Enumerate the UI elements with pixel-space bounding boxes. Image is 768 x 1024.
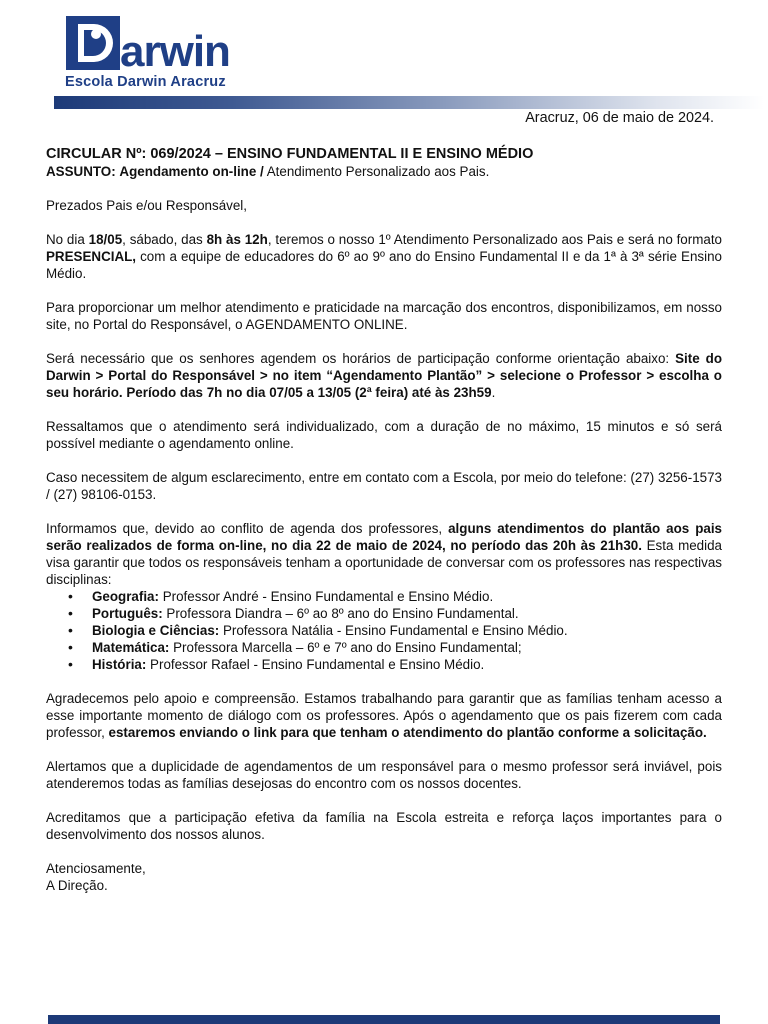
footer-bar xyxy=(48,1015,720,1024)
subject-line xyxy=(46,163,722,180)
discipline-teacher: Professor Rafael - Ensino Fundamental e Ensino Médio. xyxy=(146,657,485,672)
discipline-subject: Português: xyxy=(92,606,163,621)
p1-date: 18/05 xyxy=(88,232,123,247)
circular-body xyxy=(46,146,722,894)
discipline-subject: História: xyxy=(92,657,147,672)
paragraph-online-scheduling: Para proporcionar um melhor atendimento e praticidade na marcação dos encontros, disponibilizamos, em nosso site, no Portal do Responsável, o AGENDAMENTO ONLINE. xyxy=(46,300,722,332)
list-item xyxy=(46,605,722,622)
p7-link-info: estaremos enviando o link para que tenham o atendimento do plantão conforme a solicitação. xyxy=(108,725,707,740)
p1-hours: 8h às 12h xyxy=(206,232,268,247)
list-item xyxy=(46,622,722,639)
discipline-teacher: Professor André - Ensino Fundamental e Ensino Médio. xyxy=(158,589,494,604)
paragraph-thanks xyxy=(46,690,722,741)
p1-text-3: , teremos o nosso 1º Atendimento Personalizado aos Pais e será no formato xyxy=(267,232,722,247)
paragraph-instructions xyxy=(46,350,722,401)
p3-text-1: Será necessário que os senhores agendem os horários de participação conforme orientação abaixo: xyxy=(46,351,676,366)
logo-subtitle: Escola Darwin Aracruz xyxy=(65,74,226,90)
p1-format: PRESENCIAL, xyxy=(46,249,137,264)
subject-bold: Agendamento on-line / xyxy=(119,164,264,179)
p7-text-1: Agradecemos pelo apoio e compreensão. Estamos trabalhando para garantir que as famílias tenham acesso a esse importante momento de diálogo com os professores. Após o agendamento que os pais fizerem com cada professor, xyxy=(46,691,722,740)
darwin-logo-icon xyxy=(64,14,264,74)
paragraph-contact: Caso necessitem de algum esclarecimento, entre em contato com a Escola, por meio do telefone: (27) 3256-1573 / (27) 98106-0153. xyxy=(46,470,722,502)
subject-label: ASSUNTO: xyxy=(46,164,116,179)
p6-text-1: Informamos que, devido ao conflito de agenda dos professores, xyxy=(46,521,449,536)
circular-title: CIRCULAR Nº: 069/2024 – ENSINO FUNDAMENTAL II E ENSINO MÉDIO xyxy=(46,146,534,162)
school-logo xyxy=(64,14,264,90)
date-line: Aracruz, 06 de maio de 2024. xyxy=(525,110,714,126)
paragraph-online-sessions xyxy=(46,520,722,588)
svg-text:arwin: arwin xyxy=(120,27,230,74)
discipline-teacher: Professora Natália - Ensino Fundamental e Ensino Médio. xyxy=(219,623,568,638)
discipline-subject: Matemática: xyxy=(92,640,170,655)
discipline-subject: Biologia e Ciências: xyxy=(92,623,220,638)
p6-online-info: alguns atendimentos do plantão aos pais serão realizados de forma on-line, no dia 22 de maio de 2024, no período das 20h às 21h30. xyxy=(46,521,722,553)
list-item xyxy=(46,656,722,673)
p3-text-2: . xyxy=(491,385,496,400)
list-item xyxy=(46,639,722,656)
paragraph-family-participation: Acreditamos que a participação efetiva da família na Escola estreita e reforça laços importantes para o desenvolvimento dos nossos alunos. xyxy=(46,810,722,842)
p1-text-2: , sábado, das xyxy=(122,232,207,247)
paragraph-date-info xyxy=(46,231,722,282)
subject-text: Atendimento Personalizado aos Pais. xyxy=(266,164,490,179)
closing-regards: Atenciosamente, xyxy=(46,861,146,876)
closing-signature: A Direção. xyxy=(46,878,108,893)
discipline-teacher: Professora Diandra – 6º ao 8º ano do Ensino Fundamental. xyxy=(162,606,519,621)
p1-text-1: No dia xyxy=(46,232,89,247)
discipline-teacher: Professora Marcella – 6º e 7º ano do Ensino Fundamental; xyxy=(169,640,522,655)
list-item xyxy=(46,588,722,605)
header-gradient-bar xyxy=(54,96,764,109)
p6-text-2: Esta medida visa garantir que todos os responsáveis tenham a oportunidade de conversar com os professores nas respectivas disciplinas: xyxy=(46,538,722,587)
paragraph-duration: Ressaltamos que o atendimento será individualizado, com a duração de no máximo, 15 minutos e só será possível mediante o agendamento online. xyxy=(46,419,722,451)
discipline-subject: Geografia: xyxy=(92,589,159,604)
discipline-list xyxy=(46,588,722,673)
greeting: Prezados Pais e/ou Responsável, xyxy=(46,198,247,213)
paragraph-duplicate-warning: Alertamos que a duplicidade de agendamentos de um responsável para o mesmo professor será inviável, pois atenderemos todas as famílias desejosas do encontro com os nossos docentes. xyxy=(46,759,722,791)
p3-instructions: Site do Darwin > Portal do Responsável > no item “Agendamento Plantão” > selecione o Professor > escolha o seu horário. Período das 7h no dia 07/05 a 13/05 (2ª feira) até às 23h59 xyxy=(46,351,723,400)
p1-text-4: com a equipe de educadores do 6º ao 9º ano do Ensino Fundamental II e da 1ª à 3ª série Ensino Médio. xyxy=(46,249,722,281)
